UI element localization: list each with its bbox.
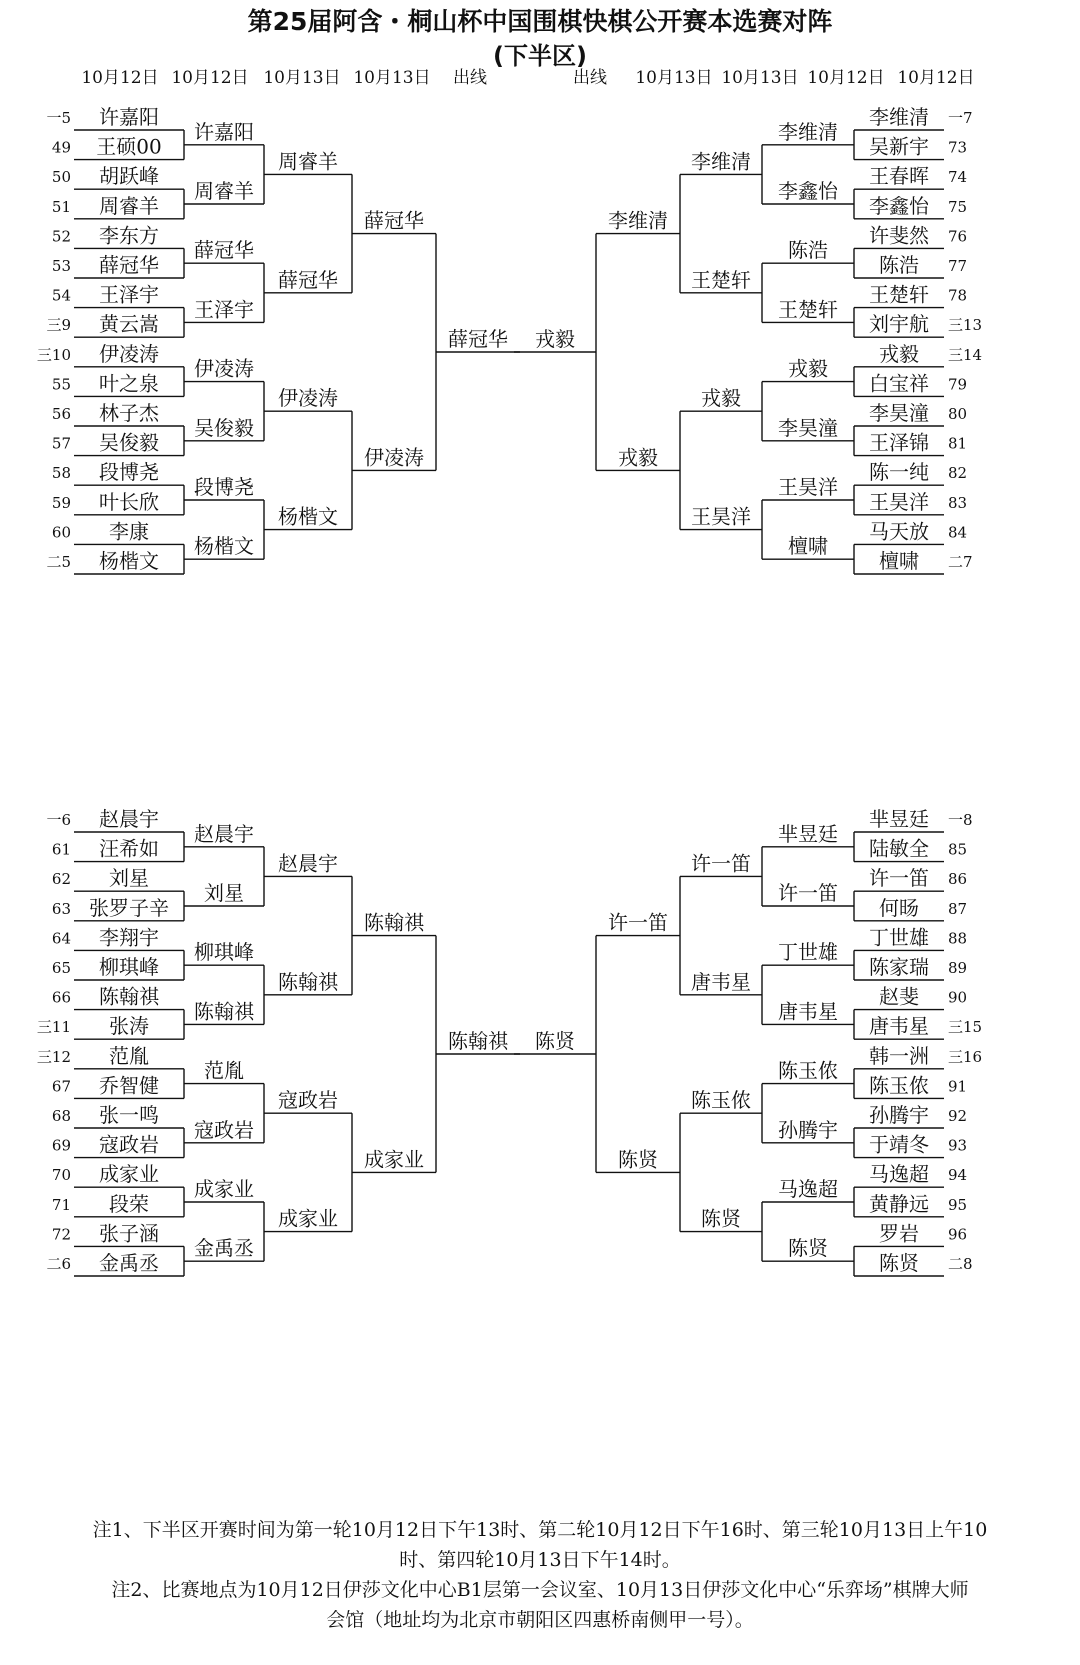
right_side-round1-player: 王昊洋 <box>869 489 929 514</box>
left_side-round2-player: 金禹丞 <box>194 1236 254 1261</box>
left_side-round1-seed: 56 <box>51 405 71 423</box>
left_side-round1-player: 张子涵 <box>99 1221 159 1246</box>
left_side-round1-seed: 54 <box>51 286 71 305</box>
right_side-round1-player: 陈贤 <box>879 1251 919 1275</box>
left_side-round1-player: 赵晨宇 <box>99 807 159 831</box>
right_side-round1-seed: 86 <box>948 870 968 889</box>
left_side-round1-seed: 67 <box>51 1077 71 1096</box>
right_side-round1-seed: 73 <box>948 138 968 157</box>
left_side-round1-player: 伊凌涛 <box>99 341 159 366</box>
column-date-left-0: 10月12日 <box>81 68 159 88</box>
page-title: 第25届阿含・桐山杯中国围棋快棋公开赛本选赛对阵 <box>247 7 833 36</box>
right_side-round3-player: 陈玉侬 <box>691 1088 751 1113</box>
left_side-round1-player: 乔智健 <box>99 1073 159 1098</box>
right_side-round1-player: 吴新宇 <box>869 134 929 159</box>
left_side-round1-player: 李康 <box>109 519 149 544</box>
left_side-round1-seed: 69 <box>51 1136 71 1155</box>
left_side-round1-seed: 三10 <box>36 345 71 364</box>
right_side-round1-player: 陈家瑞 <box>869 955 929 979</box>
left_side-round3-player: 薛冠华 <box>278 267 338 292</box>
left_side-round2-player: 范胤 <box>204 1058 244 1083</box>
right_side-round4-player: 李维清 <box>608 208 668 233</box>
left_side-round1-player: 叶长欣 <box>99 489 159 514</box>
left_side-round3-player: 赵晨宇 <box>278 851 338 876</box>
left_side-round2-player: 周睿羊 <box>194 179 254 203</box>
left_side-round1-player: 黄云嵩 <box>99 312 159 337</box>
right_side-round1-seed: 一8 <box>948 811 973 829</box>
left_side-round1-seed: 53 <box>51 257 71 275</box>
right_side-round1-player: 韩一洲 <box>869 1043 929 1068</box>
left_side-round1-player: 叶之泉 <box>99 371 159 396</box>
left_side-round1-player: 段博尧 <box>99 460 159 485</box>
right_side-round2-player: 王楚轩 <box>778 297 838 322</box>
right_side-round1-player: 丁世雄 <box>869 925 929 950</box>
right_side-round4-player: 陈贤 <box>618 1147 658 1172</box>
left_side-round1-seed: 70 <box>51 1166 71 1185</box>
right_side-round1-player: 白宝祥 <box>869 371 929 396</box>
right_side-round2-player: 陈玉侬 <box>778 1058 838 1083</box>
left_side-round1-player: 薛冠华 <box>99 253 159 277</box>
left_side-round1-seed: 62 <box>51 870 71 889</box>
right_side-round1-player: 于靖冬 <box>869 1132 929 1157</box>
right_side-round3-player: 李维清 <box>691 149 751 174</box>
right_side-winners-player: 戎毅 <box>535 327 575 351</box>
left_side-round1-player: 胡跃峰 <box>99 164 159 189</box>
left_side-round1-seed: 50 <box>51 168 71 187</box>
right_side-round1-seed: 90 <box>948 988 968 1007</box>
right_side-winners-player: 陈贤 <box>535 1029 575 1053</box>
left_side-round1-seed: 58 <box>51 464 71 483</box>
right_side-round4-player: 戎毅 <box>618 445 658 470</box>
left_side-round3-player: 寇政岩 <box>278 1088 338 1113</box>
left_side-round1-seed: 55 <box>51 375 71 394</box>
right_side-round1-seed: 77 <box>948 257 968 275</box>
right_side-round3-player: 王昊洋 <box>691 504 751 529</box>
left_side-round1-seed: 二6 <box>46 1255 71 1273</box>
right_side-round2-player: 丁世雄 <box>778 940 838 965</box>
right_side-round1-player: 陈玉侬 <box>869 1073 929 1098</box>
right_side-round1-player: 陈一纯 <box>869 460 929 485</box>
right_side-round1-player: 王泽锦 <box>869 430 929 455</box>
note-2-line-1: 注2、比赛地点为10月12日伊莎文化中心B1层第一会议室、10月13日伊莎文化中心“乐弈场”棋牌大师 <box>111 1579 969 1601</box>
left_side-round3-player: 伊凌涛 <box>278 386 338 411</box>
right_side-round1-player: 檀啸 <box>879 549 919 573</box>
left_side-round1-seed: 59 <box>51 493 71 512</box>
column-date-right-3: 10月12日 <box>807 68 885 88</box>
column-date-left-2: 10月13日 <box>263 68 341 88</box>
right_side-round1-player: 孙腾宇 <box>869 1103 929 1127</box>
left_side-round4-player: 陈翰祺 <box>364 910 424 935</box>
left_side-round1-player: 刘星 <box>109 866 149 891</box>
left_side-round1-seed: 72 <box>51 1225 71 1244</box>
left_side-round1-player: 许嘉阳 <box>99 105 159 129</box>
right_side-round1-seed: 91 <box>948 1077 968 1096</box>
right_side-round1-player: 许一笛 <box>869 866 929 891</box>
column-date-left-4: 出线 <box>453 68 487 88</box>
left_side-round2-player: 刘星 <box>204 881 244 905</box>
right_side-round1-player: 陆敏全 <box>869 836 929 861</box>
left_side-round1-player: 张罗子辛 <box>89 895 169 920</box>
right_side-round1-seed: 一7 <box>948 109 973 127</box>
right_side-round2-player: 唐韦星 <box>778 999 838 1024</box>
right_side-round1-player: 陈浩 <box>879 253 919 277</box>
left_side-round2-player: 成家业 <box>194 1177 254 1201</box>
right_side-round1-player: 戎毅 <box>879 341 919 366</box>
right_side-round1-player: 罗岩 <box>879 1221 919 1246</box>
left_side-round1-seed: 66 <box>51 988 71 1007</box>
left_side-round2-player: 陈翰祺 <box>194 999 254 1024</box>
right_side-round1-seed: 87 <box>948 899 968 918</box>
left_side-round1-player: 杨楷文 <box>99 549 159 573</box>
left_side-round1-player: 王泽宇 <box>99 282 159 307</box>
right_side-round3-player: 许一笛 <box>691 851 751 876</box>
right_side-round1-seed: 85 <box>948 840 968 859</box>
right_side-round1-player: 王春晖 <box>869 164 929 189</box>
right_side-round1-player: 马逸超 <box>869 1162 929 1187</box>
left_side-round2-player: 薛冠华 <box>194 238 254 263</box>
right_side-round1-player: 王楚轩 <box>869 282 929 307</box>
left_side-round1-player: 王硕00 <box>96 134 162 159</box>
left_side-round1-seed: 57 <box>51 434 71 453</box>
left_side-round2-player: 寇政岩 <box>194 1117 254 1142</box>
right_side-round2-player: 李鑫怡 <box>778 179 838 203</box>
left_side-round3-player: 杨楷文 <box>278 504 338 529</box>
right_side-round1-player: 李维清 <box>869 105 929 129</box>
left_side-round4-player: 伊凌涛 <box>364 445 424 470</box>
right_side-round1-seed: 76 <box>948 227 968 246</box>
left_side-round1-player: 寇政岩 <box>99 1132 159 1157</box>
right_side-round1-seed: 二7 <box>948 553 973 571</box>
right_side-round1-player: 唐韦星 <box>869 1014 929 1039</box>
right_side-round2-player: 陈贤 <box>788 1236 828 1261</box>
left_side-round1-player: 李翔宇 <box>99 925 159 950</box>
left_side-round2-player: 伊凌涛 <box>194 356 254 381</box>
column-date-right-0: 出线 <box>573 68 607 88</box>
left_side-round2-player: 赵晨宇 <box>194 821 254 846</box>
right_side-round1-seed: 75 <box>948 197 968 216</box>
right_side-round2-player: 李昊潼 <box>778 415 838 440</box>
right_side-round2-player: 戎毅 <box>788 356 828 381</box>
right_side-round1-player: 李昊潼 <box>869 401 929 425</box>
note-1-line-2: 时、第四轮10月13日下午14时。 <box>399 1549 681 1571</box>
left_side-round1-seed: 三9 <box>46 316 71 335</box>
left_side-round4-player: 成家业 <box>364 1147 424 1172</box>
right_side-round1-seed: 92 <box>948 1107 968 1125</box>
left_side-round2-player: 柳琪峰 <box>194 940 254 965</box>
right_side-round2-player: 陈浩 <box>788 238 828 263</box>
right_side-round1-seed: 78 <box>948 286 968 305</box>
left_side-round1-seed: 64 <box>51 929 71 948</box>
right_side-round1-player: 赵斐 <box>879 984 919 1009</box>
left_side-round1-seed: 52 <box>51 227 71 246</box>
left_side-round1-seed: 68 <box>51 1107 71 1125</box>
left_side-round1-seed: 51 <box>51 197 71 216</box>
left_side-round1-player: 柳琪峰 <box>99 955 159 979</box>
right_side-round1-player: 黄静远 <box>869 1191 929 1216</box>
right_side-round2-player: 王昊洋 <box>778 475 838 499</box>
right_side-round1-seed: 三15 <box>948 1018 983 1037</box>
right_side-round1-seed: 88 <box>948 929 968 948</box>
left_side-round1-seed: 60 <box>51 523 71 542</box>
left_side-round2-player: 段博尧 <box>194 475 254 499</box>
right_side-round1-player: 何旸 <box>879 895 919 920</box>
right_side-round1-player: 李鑫怡 <box>869 193 929 218</box>
left_side-round1-player: 张一鸣 <box>99 1103 159 1127</box>
page-subtitle: (下半区) <box>493 42 587 70</box>
left_side-winners-player: 陈翰祺 <box>448 1029 508 1053</box>
left_side-round2-player: 吴俊毅 <box>194 415 254 440</box>
left_side-round2-player: 杨楷文 <box>194 534 254 559</box>
right_side-round1-seed: 74 <box>948 168 968 187</box>
right_side-round4-player: 许一笛 <box>608 910 668 935</box>
right_side-round1-seed: 二8 <box>948 1255 973 1273</box>
right_side-round1-seed: 93 <box>948 1136 968 1155</box>
right_side-round1-player: 刘宇航 <box>869 312 929 337</box>
left_side-round1-player: 段荣 <box>109 1191 149 1216</box>
left_side-round1-player: 金禹丞 <box>99 1251 159 1275</box>
right_side-round1-seed: 89 <box>948 959 968 977</box>
left_side-round1-player: 林子杰 <box>99 401 159 425</box>
column-date-right-4: 10月12日 <box>897 68 975 88</box>
left_side-winners-player: 薛冠华 <box>448 327 508 351</box>
right_side-round1-seed: 82 <box>948 464 968 483</box>
right_side-round2-player: 李维清 <box>778 119 838 144</box>
right_side-round1-seed: 94 <box>948 1166 968 1185</box>
right_side-round1-player: 马天放 <box>869 519 929 544</box>
right_side-round2-player: 孙腾宇 <box>778 1117 838 1142</box>
right_side-round3-player: 戎毅 <box>701 386 741 411</box>
right_side-round1-seed: 84 <box>948 523 968 542</box>
right_side-round1-player: 芈昱廷 <box>869 807 929 831</box>
left_side-round1-seed: 61 <box>51 840 71 859</box>
left_side-round3-player: 陈翰祺 <box>278 969 338 994</box>
left_side-round3-player: 周睿羊 <box>278 149 338 174</box>
left_side-round1-seed: 一5 <box>46 109 71 127</box>
left_side-round1-seed: 63 <box>51 899 71 918</box>
right_side-round1-player: 许斐然 <box>869 223 929 248</box>
left_side-round1-player: 周睿羊 <box>99 193 159 218</box>
left_side-round1-player: 陈翰祺 <box>99 984 159 1009</box>
right_side-round3-player: 唐韦星 <box>691 969 751 994</box>
right_side-round3-player: 王楚轩 <box>691 267 751 292</box>
left_side-round1-seed: 65 <box>51 959 71 977</box>
left_side-round1-seed: 二5 <box>46 553 71 571</box>
left_side-round1-player: 成家业 <box>99 1162 159 1187</box>
column-date-left-1: 10月12日 <box>171 68 249 88</box>
note-1-line-1: 注1、下半区开赛时间为第一轮10月12日下午13时、第二轮10月12日下午16时、第三轮10月13日上午10 <box>92 1519 988 1541</box>
right_side-round2-player: 许一笛 <box>778 881 838 905</box>
right_side-round2-player: 马逸超 <box>778 1177 838 1201</box>
right_side-round3-player: 陈贤 <box>701 1206 741 1231</box>
left_side-round1-player: 汪希如 <box>99 836 159 861</box>
left_side-round1-player: 张涛 <box>109 1014 149 1039</box>
right_side-round1-seed: 三16 <box>948 1047 983 1066</box>
left_side-round1-seed: 49 <box>51 138 71 157</box>
right_side-round1-seed: 95 <box>948 1195 968 1214</box>
right_side-round1-seed: 三14 <box>948 345 983 364</box>
left_side-round1-seed: 71 <box>51 1195 71 1214</box>
notes <box>8 1515 1072 1635</box>
left_side-round2-player: 许嘉阳 <box>194 119 254 144</box>
left_side-round1-seed: 三12 <box>36 1047 71 1066</box>
right_side-round2-player: 檀啸 <box>788 534 828 559</box>
left_side-round2-player: 王泽宇 <box>194 297 254 322</box>
right_side-round1-seed: 81 <box>948 434 968 453</box>
left_side-round1-player: 范胤 <box>109 1043 149 1068</box>
right_side-round1-seed: 80 <box>948 405 968 423</box>
right_side-round1-seed: 96 <box>948 1225 968 1244</box>
left_side-round1-player: 李东方 <box>99 223 159 248</box>
left_side-round1-player: 吴俊毅 <box>99 430 159 455</box>
column-date-left-3: 10月13日 <box>353 68 431 88</box>
column-date-right-2: 10月13日 <box>721 68 799 88</box>
left_side-round4-player: 薛冠华 <box>364 208 424 233</box>
left_side-round1-seed: 三11 <box>36 1018 71 1037</box>
left_side-round3-player: 成家业 <box>278 1206 338 1231</box>
right_side-round1-seed: 三13 <box>948 316 983 335</box>
column-date-right-1: 10月13日 <box>635 68 713 88</box>
note-2-line-2: 会馆（地址均为北京市朝阳区四惠桥南侧甲一号）。 <box>326 1609 754 1631</box>
right_side-round1-seed: 79 <box>948 375 968 394</box>
right_side-round2-player: 芈昱廷 <box>778 821 838 846</box>
left_side-round1-seed: 一6 <box>46 811 71 829</box>
right_side-round1-seed: 83 <box>948 493 968 512</box>
